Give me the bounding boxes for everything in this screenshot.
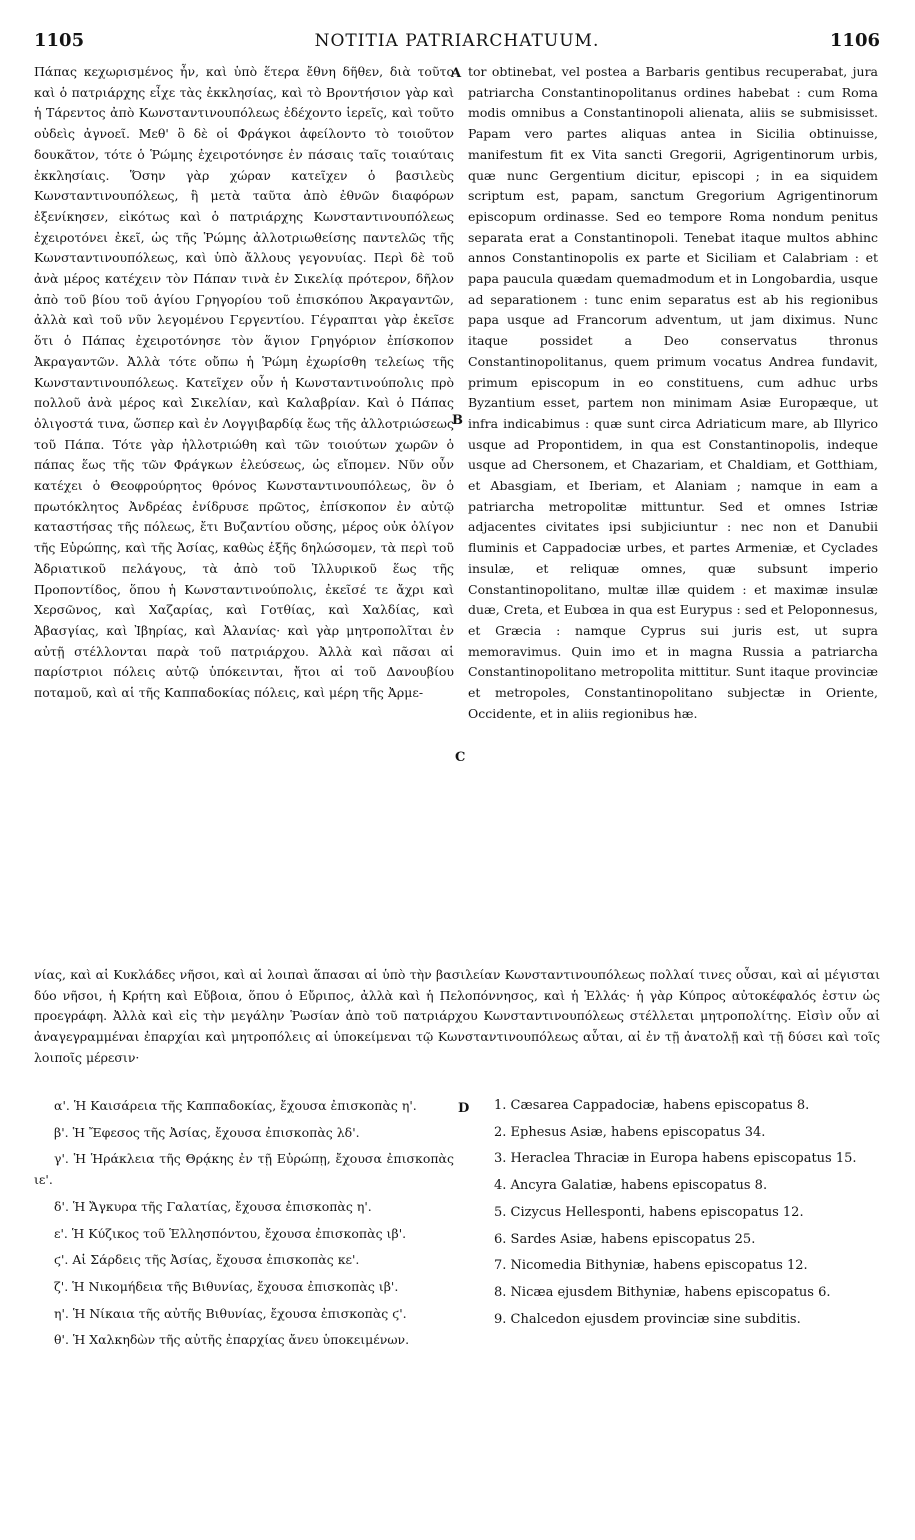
- latin-list-entry: 7. Nicomedia Bithyniæ, habens episcopatus 12.: [494, 1258, 808, 1274]
- greek-fullwidth-block: [34, 965, 880, 1069]
- latin-metropolis-list: [478, 1096, 878, 1336]
- latin-list-entry: 2. Ephesus Asiæ, habens episcopatus 34.: [494, 1124, 766, 1140]
- greek-list-entry: ζ'. Ἡ Νικομήδεια τῆς Βιθυνίας, ἔχουσα ἐπισκοπὰς ιβ'.: [54, 1278, 399, 1294]
- running-header: [34, 30, 880, 58]
- greek-list-entry: α'. Ἡ Καισάρεια τῆς Καππαδοκίας, ἔχουσα ἐπισκοπὰς η'.: [54, 1098, 417, 1113]
- greek-list-entry: ε'. Ἡ Κύζικος τοῦ Ἑλλησπόντου, ἔχουσα ἐπισκοπὰς ιβ'.: [54, 1225, 407, 1241]
- margin-marker-c: C: [455, 750, 466, 765]
- greek-list-entry: θ'. Ἡ Χαλκηδὼν τῆς αὐτῆς ἐπαρχίας ἄνευ ὑποκειμένων.: [54, 1332, 410, 1348]
- greek-fullwidth-paragraph: νίας, καὶ αἱ Κυκλάδες νῆσοι, καὶ αἱ λοιπαὶ ἅπασαι αἱ ὑπὸ τὴν βασιλείαν Κωνσταντινουπόλεως πολλαί τινες οὖσαι, καὶ αἱ μέγισται δύο νῆσοι, ἡ Κρήτη καὶ Εὔβοια, ὅπου ὁ Εὔριπος, ἀλλὰ καὶ ἡ Πελοπόννησος, καὶ ἡ Ἑλλάς· ἡ γὰρ Κύπρος αὐτοκέφαλός ἐστιν ὡς προεγράφη. Ἀλλὰ καὶ εἰς τὴν μεγάλην Ῥωσίαν ἀπὸ τοῦ πατριάρχου Κωνσταντινουπόλεως στέλλεται μητροπολίτης. Εἰσὶν οὖν αἱ ἀναγεγραμμέναι ἐπαρχίαι καὶ μητροπόλεις αἱ ὑποκείμεναι τῷ Κωνσταντινουπόλεως αὗται, αἱ ἐν τῇ ἀνατολῇ καὶ τῇ δύσει καὶ τοῖς λοιποῖς μέρεσιν·: [34, 967, 880, 1065]
- greek-list-entry: η'. Ἡ Νίκαια τῆς αὐτῆς Βιθυνίας, ἔχουσα ἐπισκοπὰς ϛ'.: [54, 1305, 407, 1321]
- greek-paragraph: Πάπας κεχωρισμένος ἦν, καὶ ὑπὸ ἕτερα ἔθνη δῆθεν, διὰ τοῦτο καὶ ὁ πατριάρχης εἶχε τὰς ἐκκλησίας, καὶ τὸ Βροντήσιον γὰρ καὶ ἡ Τάρεντος ἀπὸ Κωνσταντινουπόλεως ἐδέχοντο ἱερεῖς, καὶ τοῦτο οὐδεὶς ἀγνοεῖ. Μεθ' ὃ δὲ οἱ Φράγκοι ἀφείλοντο τὸ τοιοῦτον δουκᾶτον, τότε ὁ Ῥώμης ἐχειροτόνησε ἐν πάσαις ταῖς τοιαύταις ἐκκλησίαις. Ὅσην γὰρ χώραν κατεῖχεν ὁ βασιλεὺς Κωνσταντινουπόλεως, ἣ μετὰ ταῦτα ἀπὸ ἐθνῶν διαφόρων ἐξενίκησεν, εἰκότως καὶ ὁ πατριάρχης Κωνσταντινουπόλεως ἐχειροτόνει ἐκεῖ, ὡς τῆς Ῥώμης ἀλλοτριωθείσης παντελῶς τῆς Κωνσταντινουπόλεως, καὶ ὑπὸ ἄλλους γεγονυίας. Περὶ δὲ τοῦ ἀνὰ μέρος κατέχειν τὸν Πάπαν τινὰ ἐν Σικελίᾳ πρότερον, δῆλον ἀπὸ τοῦ βίου τοῦ ἁγίου Γρηγορίου τοῦ ἐπισκόπου Ἀκραγαντῶν, ἀλλὰ καὶ τοῦ νῦν λεγομένου Γεργεντίου. Γέγραπται γὰρ ἐκεῖσε ὅτι ὁ Πάπας ἐχειροτόνησε τὸν ἅγιον Γρηγόριον ἐπίσκοπον Ἀκραγαντῶν. Ἀλλὰ τότε οὔπω ἡ Ῥώμη ἐχωρίσθη τελείως τῆς Κωνσταντινουπόλεως. Κατεῖχεν οὖν ἡ Κωνσταντινούπολις πρὸ πολλοῦ ἀνὰ μέρος καὶ Σικελίαν, καὶ Καλαβρίαν. Καὶ ὁ Πάπας ὀλιγοστά τινα, ὥσπερ καὶ ἐν Λογγιβαρδίᾳ ἕως τῆς ἀλλοτριώσεως τοῦ Πάπα. Τότε γὰρ ἠλλοτριώθη καὶ τῶν τοιούτων χωρῶν ὁ πάπας ἕως τῆς τῶν Φράγκων ἐλεύσεως, ὡς εἴπομεν. Νῦν οὖν κατέχει ὁ Θεοφρούρητος θρόνος Κωνσταντινουπόλεως, ὃν ὁ πρωτόκλητος Ἀνδρέας ἐνίδρυσε πρῶτος, ἐπίσκοπον ἐν αὐτῷ καταστήσας τῆς πόλεως, ἔτι Βυζαντίου οὔσης, μέρος οὐκ ὀλίγον τῆς Εὐρώπης, καὶ τῆς Ἀσίας, καθὼς ἑξῆς δηλώσομεν, τὰ περὶ τοῦ Ἀδριατικοῦ πελάγους, τὰ ἀπὸ τοῦ Ἰλλυρικοῦ ἕως τῆς Προποντίδος, ὅπου ἡ Κωνσταντινούπολις, ἐκεῖσέ τε ἄχρι καὶ Χερσῶνος, καὶ Χαζαρίας, καὶ Γοτθίας, καὶ Χαλδίας, καὶ Ἀβασγίας, καὶ Ἰβηρίας, καὶ Ἀλανίας· καὶ γὰρ μητροπολῖται ἐν αὐτῇ στέλλονται παρὰ τοῦ πατριάρχου. Ἀλλὰ καὶ πᾶσαι αἱ παρίστριοι πόλεις αὐτῷ ὑπόκεινται, ἤτοι αἱ τοῦ Δανουβίου ποταμοῦ, καὶ αἱ τῆς Καππαδοκίας πόλεις, καὶ μέρη τῆς Ἀρμε-: [34, 64, 454, 701]
- latin-list-entry: 4. Ancyra Galatiæ, habens episcopatus 8.: [494, 1178, 768, 1194]
- greek-list-entry: γ'. Ἡ Ἡράκλεια τῆς Θρᾴκης ἐν τῇ Εὐρώπῃ, ἔχουσα ἐπισκοπὰς ιε'.: [34, 1151, 454, 1188]
- latin-list-entry: 5. Cizycus Hellesponti, habens episcopatus 12.: [494, 1204, 804, 1220]
- margin-marker-a: A: [451, 66, 462, 81]
- greek-list-entry: ϛ'. Αἱ Σάρδεις τῆς Ἀσίας, ἔχουσα ἐπισκοπὰς κε'.: [54, 1252, 360, 1268]
- latin-list-entry: 8. Nicæa ejusdem Bithyniæ, habens episcopatus 6.: [494, 1284, 831, 1300]
- greek-column-top: [34, 62, 454, 704]
- margin-marker-d: D: [458, 1101, 470, 1116]
- greek-list-entry: β'. Ἡ Ἔφεσος τῆς Ἀσίας, ἔχουσα ἐπισκοπὰς λδ'.: [54, 1124, 360, 1140]
- greek-list-entry: δ'. Ἡ Ἄγκυρα τῆς Γαλατίας, ἔχουσα ἐπισκοπὰς η'.: [54, 1198, 372, 1214]
- margin-marker-b: B: [452, 413, 463, 428]
- page-number-left: 1105: [34, 30, 85, 51]
- latin-paragraph: tor obtinebat, vel postea a Barbaris gentibus recuperabat, jura patriarcha Constantinopolitanus ordines habebat : cum Roma modis omnibus a Constantinopoli alienata, aliis se submisisset. Papam vero partes aliquas antea in Sicilia obtinuisse, manifestum fit ex Vita sancti Gregorii, Agrigentinorum urbis, quæ nunc Gergentium dicitur, episcopi ; in ea siquidem scriptum est, papam, sanctum Gregorium Agrigentinorum episcopum ordinasse. Sed eo tempore Roma nondum penitus separata erat a Constantinopoli. Tenebat itaque multos abhinc annos Constantinopolis ex parte et Siciliam et Calabriam : et papa paucula quædam quemadmodum et in Longobardia, usque ad separationem : tunc enim separatus est ab his regionibus papa usque ad Francorum adventum, ut jam diximus. Nunc itaque possidet a Deo conservatus thronus Constantinopolitanus, quem primum vocatus Andrea fundavit, primum episcopum in eo constituens, cum adhuc urbs Byzantium esset, partem non minimam Asiæ Europæque, ut infra indicabimus : quæ sunt circa Adriaticum mare, ab Illyrico usque ad Propontidem, in qua est Constantinopolis, indeque usque ad Chersonem, et Chazariam, et Chaldiam, et Gotthiam, et Abasgiam, et Iberiam, et Alaniam ; namque in eam a patriarcha metropolitæ mittuntur. Sed et omnes Istriæ adjacentes civitates ipsi subjiciuntur : nec non et Danubii fluminis et Cappadociæ urbes, et partes Armeniæ, et Cyclades insulæ, et reliquæ omnes, quæ subsunt imperio Constantinopolitano, multæ illæ quidem : et maximæ insulæ duæ, Creta, et Eubœa in qua est Eurypus : sed et Peloponnesus, et Græcia : namque Cyprus sui juris est, ut supra memoravimus. Quin imo et in magna Russia a patriarcha Constantinopolitano metropolita mittitur. Sunt itaque provinciæ et metropoles, Constantinopolitano subjectæ in Oriente, Occidente, et in aliis regionibus hæ.: [468, 64, 878, 721]
- latin-list-entry: 3. Heraclea Thraciæ in Europa habens episcopatus 15.: [494, 1151, 857, 1167]
- latin-list-entry: 9. Chalcedon ejusdem provinciæ sine subditis.: [494, 1311, 801, 1327]
- greek-metropolis-list: [34, 1096, 454, 1357]
- latin-column-top: [468, 62, 878, 725]
- latin-list-entry: 6. Sardes Asiæ, habens episcopatus 25.: [494, 1231, 756, 1247]
- page-number-right: 1106: [829, 30, 880, 51]
- latin-list-entry: 1. Cæsarea Cappadociæ, habens episcopatus 8.: [494, 1098, 810, 1113]
- running-title: NOTITIA PATRIARCHATUUM.: [314, 31, 600, 51]
